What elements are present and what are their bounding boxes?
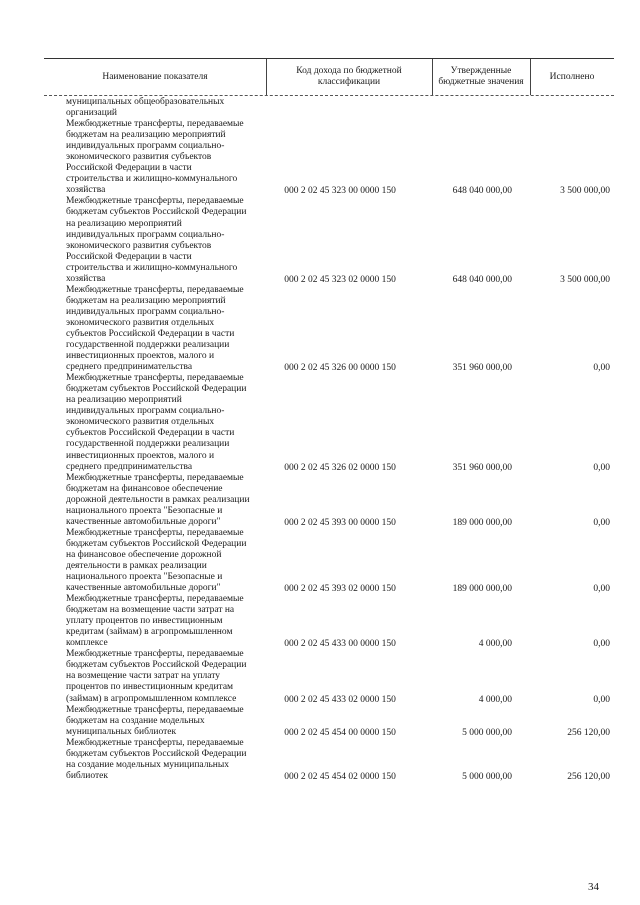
header-approved-values: Утвержденные бюджетные значения [438,66,524,87]
description-line: строительства и жилищно-коммунального [66,262,238,273]
approved-amount: 5 000 000,00 [462,727,512,738]
executed-amount: 3 500 000,00 [560,186,610,197]
description-line: на финансовое обеспечение дорожной [66,549,222,560]
income-code: 000 2 02 45 323 00 0000 150 [284,186,396,197]
description-line: уплату процентов по инвестиционным [66,616,223,627]
executed-amount: 0,00 [593,517,610,528]
description-line: бюджетам субъектов Российской Федерации [66,207,247,218]
description-line: индивидуальных программ социально- [66,141,225,152]
income-code: 000 2 02 45 393 00 0000 150 [284,517,396,528]
executed-amount: 256 120,00 [567,772,610,783]
description-line: Российской Федерации в части [66,163,192,174]
description-line: национального проекта "Безопасные и [66,572,223,583]
description-line: Межбюджетные трансферты, передаваемые [66,737,244,748]
income-code: 000 2 02 45 326 02 0000 150 [284,462,396,473]
table-header [44,58,614,96]
executed-amount: 0,00 [593,694,610,705]
approved-amount: 648 040 000,00 [452,186,512,197]
description-line: среднего предпринимательства [66,461,193,472]
description-line: муниципальных библиотек [66,726,177,737]
header-income-code: Код дохода по бюджетной классификации [296,66,402,87]
description-line: бюджетам субъектов Российской Федерации [66,660,247,671]
approved-amount: 351 960 000,00 [452,462,512,473]
description-line: качественные автомобильные дороги" [66,583,221,594]
description-line: бюджетам субъектов Российской Федерации [66,748,247,759]
approved-amount: 189 000 000,00 [452,517,512,528]
income-code: 000 2 02 45 326 00 0000 150 [284,363,396,374]
description-line: Межбюджетные трансферты, передаваемые [66,594,244,605]
description-line: хозяйства [66,185,106,196]
description-line: Межбюджетные трансферты, передаваемые [66,119,244,130]
executed-amount: 0,00 [593,363,610,374]
description-line: библиотек [66,770,108,781]
income-code: 000 2 02 45 393 02 0000 150 [284,584,396,595]
header-indicator-name: Наименование показателя [102,71,208,82]
description-line: муниципальных общеобразовательных [66,97,225,107]
description-line: (займам) в агропромышленном комплексе [66,693,237,704]
description-line: экономического развития субъектов [66,152,212,163]
description-line: бюджетам на реализацию мероприятий [66,295,226,306]
approved-amount: 189 000 000,00 [452,584,512,595]
executed-amount: 0,00 [593,462,610,473]
header-executed: Исполнено [549,71,595,82]
approved-amount: 4 000,00 [478,694,512,705]
income-code: 000 2 02 45 433 00 0000 150 [284,639,396,650]
description-line: хозяйства [66,273,106,284]
income-code: 000 2 02 45 454 00 0000 150 [284,727,396,738]
description-line: инвестиционных проектов, малого и [66,450,215,461]
description-line: экономического развития отдельных [66,417,215,428]
description-line: бюджетам на финансовое обеспечение [66,483,223,494]
indicator-descriptions [66,97,266,782]
description-line: организаций [66,108,118,119]
description-line: на реализацию мероприятий [66,218,182,229]
description-line: Межбюджетные трансферты, передаваемые [66,284,244,295]
approved-amount: 5 000 000,00 [462,772,512,783]
description-line: на создание модельных муниципальных [66,759,230,770]
approved-amount: 4 000,00 [478,639,512,650]
description-line: строительства и жилищно-коммунального [66,174,238,185]
description-line: Межбюджетные трансферты, передаваемые [66,704,244,715]
description-line: бюджетам на возмещение части затрат на [66,605,235,616]
description-line: индивидуальных программ социально- [66,306,225,317]
income-code: 000 2 02 45 323 02 0000 150 [284,274,396,285]
description-line: субъектов Российской Федерации в части [66,328,235,339]
description-line: кредитам (займам) в агропромышленном [66,627,233,638]
description-line: бюджетам субъектов Российской Федерации [66,538,247,549]
description-line: государственной поддержки реализации [66,439,230,450]
description-line: Межбюджетные трансферты, передаваемые [66,649,244,660]
description-line: процентов по инвестиционным кредитам [66,682,234,693]
description-line: государственной поддержки реализации [66,340,230,351]
description-line: деятельности в рамках реализации [66,560,207,571]
executed-amount: 3 500 000,00 [560,274,610,285]
income-code: 000 2 02 45 433 02 0000 150 [284,694,396,705]
description-line: субъектов Российской Федерации в части [66,428,235,439]
description-line: экономического развития субъектов [66,240,212,251]
description-line: дорожной деятельности в рамках реализации [66,494,250,505]
description-line: инвестиционных проектов, малого и [66,351,215,362]
approved-amount: 351 960 000,00 [452,363,512,374]
description-line: Межбюджетные трансферты, передаваемые [66,373,244,384]
page-number: 34 [588,881,599,893]
description-line: на реализацию мероприятий [66,395,182,406]
description-line: Межбюджетные трансферты, передаваемые [66,472,244,483]
description-line: бюджетам субъектов Российской Федерации [66,384,247,395]
description-line: экономического развития отдельных [66,317,215,328]
executed-amount: 0,00 [593,584,610,595]
description-line: национального проекта "Безопасные и [66,505,223,516]
description-line: Межбюджетные трансферты, передаваемые [66,196,244,207]
description-line: бюджетам на реализацию мероприятий [66,130,226,141]
approved-amount: 648 040 000,00 [452,274,512,285]
description-line: бюджетам на создание модельных [66,715,205,726]
description-line: Российской Федерации в части [66,251,192,262]
executed-amount: 256 120,00 [567,727,610,738]
description-line: качественные автомобильные дороги" [66,516,221,527]
description-line: на возмещение части затрат на уплату [66,671,221,682]
description-line: индивидуальных программ социально- [66,229,225,240]
description-line: Межбюджетные трансферты, передаваемые [66,527,244,538]
description-line: индивидуальных программ социально- [66,406,225,417]
description-line: среднего предпринимательства [66,362,193,373]
description-line: комплексе [66,638,108,649]
income-code: 000 2 02 45 454 02 0000 150 [284,772,396,783]
executed-amount: 0,00 [593,639,610,650]
